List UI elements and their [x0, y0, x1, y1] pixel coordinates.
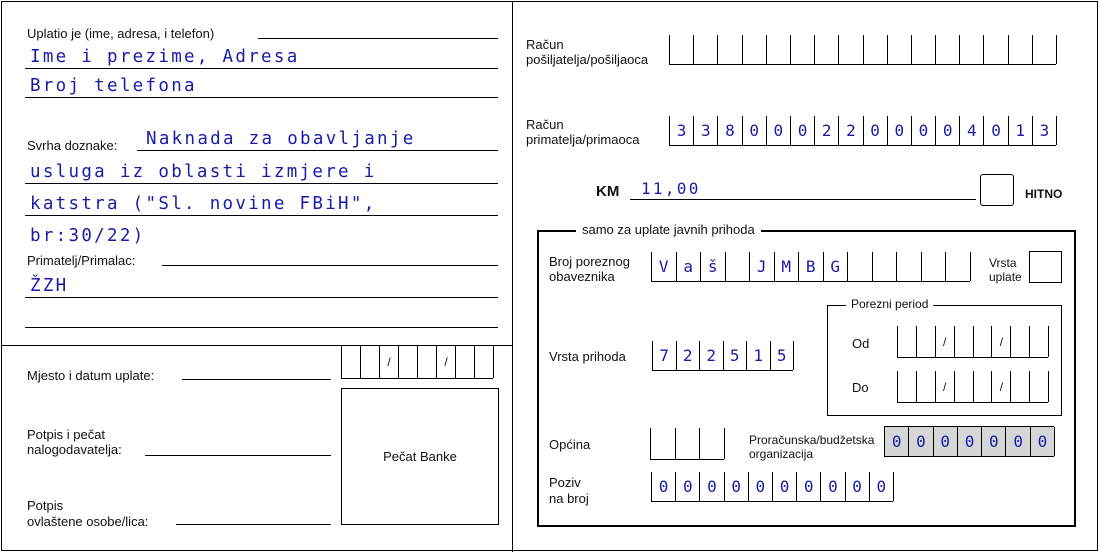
char-cell[interactable]: 0: [884, 427, 909, 456]
date-separator: /: [935, 371, 955, 402]
char-cell[interactable]: 5: [723, 341, 748, 370]
char-cell[interactable]: [1010, 326, 1030, 357]
char-cell[interactable]: 3: [1032, 116, 1057, 145]
char-cell[interactable]: [675, 428, 701, 459]
payment-type-label-1: Vrsta: [989, 256, 1017, 270]
char-cell[interactable]: J: [749, 252, 775, 281]
char-cell[interactable]: [911, 35, 936, 64]
tax-period-title: Porezni period: [846, 297, 933, 311]
place-date-label: Mjesto i datum uplate:: [27, 368, 155, 383]
payer-line-1-rule: [25, 68, 498, 69]
purpose-line-4[interactable]: br:30/22): [30, 226, 146, 246]
char-cell[interactable]: 0: [1005, 427, 1030, 456]
char-cell[interactable]: [360, 346, 380, 378]
urgent-label: HITNO: [1025, 187, 1063, 201]
char-cell[interactable]: G: [823, 252, 849, 281]
char-cell[interactable]: [945, 252, 971, 281]
date-separator: /: [991, 326, 1011, 357]
char-cell[interactable]: 0: [742, 116, 767, 145]
column-divider: [512, 2, 513, 552]
budget-org-label-2: organizacija: [749, 447, 814, 461]
authorized-label-2: ovlaštene osobe/lica:: [27, 514, 149, 529]
signature-label-2: nalogodavatelja:: [27, 442, 122, 457]
char-cell[interactable]: [474, 346, 494, 378]
char-cell[interactable]: [897, 326, 917, 357]
char-cell[interactable]: 0: [1030, 427, 1055, 456]
char-cell[interactable]: 0: [933, 427, 958, 456]
char-cell[interactable]: 0: [845, 472, 870, 501]
signature-line: [145, 455, 331, 456]
municipality-cells[interactable]: [650, 428, 724, 460]
char-cell[interactable]: 0: [675, 472, 700, 501]
purpose-line-1-rule: [137, 150, 498, 151]
char-cell[interactable]: B: [798, 252, 824, 281]
budget-org-label-1: Proračunska/budžetska: [749, 433, 875, 447]
recipient-label-line: [162, 265, 498, 266]
char-cell[interactable]: [1010, 371, 1030, 402]
payment-type-label-2: uplate: [989, 270, 1022, 284]
char-cell[interactable]: [742, 35, 767, 64]
revenue-type-label: Vrsta prihoda: [549, 349, 626, 364]
authorized-label-1: Potpis: [27, 498, 64, 513]
sender-account-cells[interactable]: [669, 35, 1056, 65]
char-cell[interactable]: 0: [766, 116, 791, 145]
char-cell[interactable]: [954, 371, 974, 402]
char-cell[interactable]: 0: [820, 472, 845, 501]
char-cell[interactable]: 0: [748, 472, 773, 501]
char-cell[interactable]: [1008, 35, 1033, 64]
char-cell[interactable]: [455, 346, 475, 378]
char-cell[interactable]: [717, 35, 742, 64]
payer-line-2-rule: [25, 97, 498, 98]
char-cell[interactable]: [838, 35, 863, 64]
char-cell[interactable]: [921, 252, 947, 281]
char-cell[interactable]: M: [774, 252, 800, 281]
char-cell[interactable]: [887, 35, 912, 64]
char-cell[interactable]: [847, 252, 873, 281]
char-cell[interactable]: 0: [957, 427, 982, 456]
recipient-account-label-1: Račun: [526, 117, 564, 132]
char-cell[interactable]: [814, 35, 839, 64]
char-cell[interactable]: 3: [669, 116, 694, 145]
payer-line-1[interactable]: Ime i prezime, Adresa: [30, 47, 300, 67]
purpose-line-1[interactable]: Naknada za obavljanje: [146, 129, 416, 149]
to-label: Do: [852, 380, 869, 395]
char-cell[interactable]: 0: [981, 427, 1006, 456]
char-cell[interactable]: 0: [887, 116, 912, 145]
char-cell[interactable]: 2: [814, 116, 839, 145]
date-separator: /: [436, 346, 456, 378]
char-cell[interactable]: [398, 346, 418, 378]
tax-id-label-1: Broj poreznog: [549, 254, 630, 269]
char-cell[interactable]: 0: [790, 116, 815, 145]
recipient-line-1-rule: [25, 297, 498, 298]
date-separator: /: [991, 371, 1011, 402]
sender-account-label-1: Račun: [526, 37, 564, 52]
char-cell[interactable]: 0: [935, 116, 960, 145]
char-cell[interactable]: [766, 35, 791, 64]
bank-stamp-label: Pečat Banke: [383, 449, 457, 464]
char-cell[interactable]: š: [700, 252, 726, 281]
budget-org-cells[interactable]: [884, 426, 1054, 457]
char-cell[interactable]: [959, 35, 984, 64]
char-cell[interactable]: [896, 252, 922, 281]
char-cell[interactable]: [973, 371, 993, 402]
char-cell[interactable]: [1029, 371, 1049, 402]
char-cell[interactable]: 0: [911, 116, 936, 145]
char-cell[interactable]: [872, 252, 898, 281]
char-cell[interactable]: 5: [770, 341, 795, 370]
date-separator: /: [935, 326, 955, 357]
char-cell[interactable]: 0: [908, 427, 933, 456]
sender-account-label-2: pošiljatelja/pošiljaoca: [526, 52, 649, 67]
reference-cells[interactable]: [651, 472, 893, 502]
bank-stamp-box: [341, 388, 499, 525]
char-cell[interactable]: [341, 346, 361, 378]
char-cell[interactable]: 0: [772, 472, 797, 501]
char-cell[interactable]: [935, 35, 960, 64]
recipient-account-label-2: primatelja/primaoca: [526, 132, 640, 147]
char-cell[interactable]: 1: [1008, 116, 1033, 145]
char-cell[interactable]: [916, 326, 936, 357]
char-cell[interactable]: 7: [652, 341, 677, 370]
purpose-line-3-rule: [25, 215, 498, 216]
purpose-line-3[interactable]: katstra ("Sl. novine FBiH",: [30, 194, 377, 214]
char-cell[interactable]: 1: [746, 341, 771, 370]
signature-label-1: Potpis i pečat: [27, 427, 106, 442]
char-cell[interactable]: [916, 371, 936, 402]
char-cell[interactable]: 2: [676, 341, 701, 370]
char-cell[interactable]: 4: [959, 116, 984, 145]
char-cell[interactable]: 3: [693, 116, 718, 145]
period-to-cells[interactable]: [897, 371, 1048, 403]
recipient-account-cells[interactable]: [669, 116, 1056, 146]
char-cell[interactable]: [699, 428, 725, 459]
public-section-title: samo za uplate javnih prihoda: [576, 222, 761, 237]
urgent-checkbox[interactable]: [980, 174, 1014, 206]
char-cell[interactable]: [983, 35, 1008, 64]
char-cell[interactable]: [417, 346, 437, 378]
char-cell[interactable]: 2: [699, 341, 724, 370]
amount-line: [630, 199, 976, 200]
reference-label-2: na broj: [549, 491, 589, 506]
revenue-type-cells[interactable]: [652, 341, 793, 371]
char-cell[interactable]: 2: [838, 116, 863, 145]
char-cell[interactable]: [693, 35, 718, 64]
from-label: Od: [852, 336, 870, 351]
char-cell[interactable]: [954, 326, 974, 357]
char-cell[interactable]: V: [651, 252, 677, 281]
char-cell[interactable]: [1032, 35, 1057, 64]
tax-id-label-2: obaveznika: [549, 269, 615, 284]
recipient-value[interactable]: ŽZH: [30, 276, 69, 296]
char-cell[interactable]: 0: [983, 116, 1008, 145]
reference-label-1: Poziv: [549, 475, 581, 490]
date-cells[interactable]: [341, 346, 493, 379]
char-cell[interactable]: [863, 35, 888, 64]
tax-id-cells[interactable]: [651, 252, 970, 282]
km-label: KM: [596, 183, 620, 200]
char-cell[interactable]: [650, 428, 676, 459]
char-cell[interactable]: 0: [651, 472, 676, 501]
purpose-line-2[interactable]: usluga iz oblasti izmjere i: [30, 162, 377, 182]
char-cell[interactable]: [725, 252, 751, 281]
payer-label: Uplatio je (ime, adresa, i telefon): [27, 26, 215, 41]
char-cell[interactable]: a: [676, 252, 702, 281]
authorized-line: [176, 524, 331, 525]
char-cell[interactable]: [973, 326, 993, 357]
amount-value[interactable]: 11,00: [641, 179, 701, 198]
period-from-cells[interactable]: [897, 326, 1048, 358]
recipient-line-2-rule: [25, 327, 498, 328]
purpose-label: Svrha doznake:: [27, 138, 118, 153]
char-cell[interactable]: 0: [724, 472, 749, 501]
date-separator: /: [379, 346, 399, 378]
char-cell[interactable]: [1029, 326, 1049, 357]
char-cell[interactable]: 0: [869, 472, 894, 501]
place-date-line: [182, 379, 331, 380]
payer-line-2[interactable]: Broj telefona: [30, 76, 197, 96]
purpose-line-2-rule: [25, 183, 498, 184]
municipality-label: Općina: [549, 437, 591, 452]
recipient-label: Primatelj/Primalac:: [27, 253, 136, 268]
char-cell[interactable]: [790, 35, 815, 64]
char-cell[interactable]: [669, 35, 694, 64]
payer-label-line: [258, 38, 498, 39]
char-cell[interactable]: 0: [796, 472, 821, 501]
char-cell[interactable]: 0: [863, 116, 888, 145]
char-cell[interactable]: [897, 371, 917, 402]
char-cell[interactable]: 8: [717, 116, 742, 145]
char-cell[interactable]: 0: [699, 472, 724, 501]
payment-type-box[interactable]: [1029, 251, 1062, 283]
